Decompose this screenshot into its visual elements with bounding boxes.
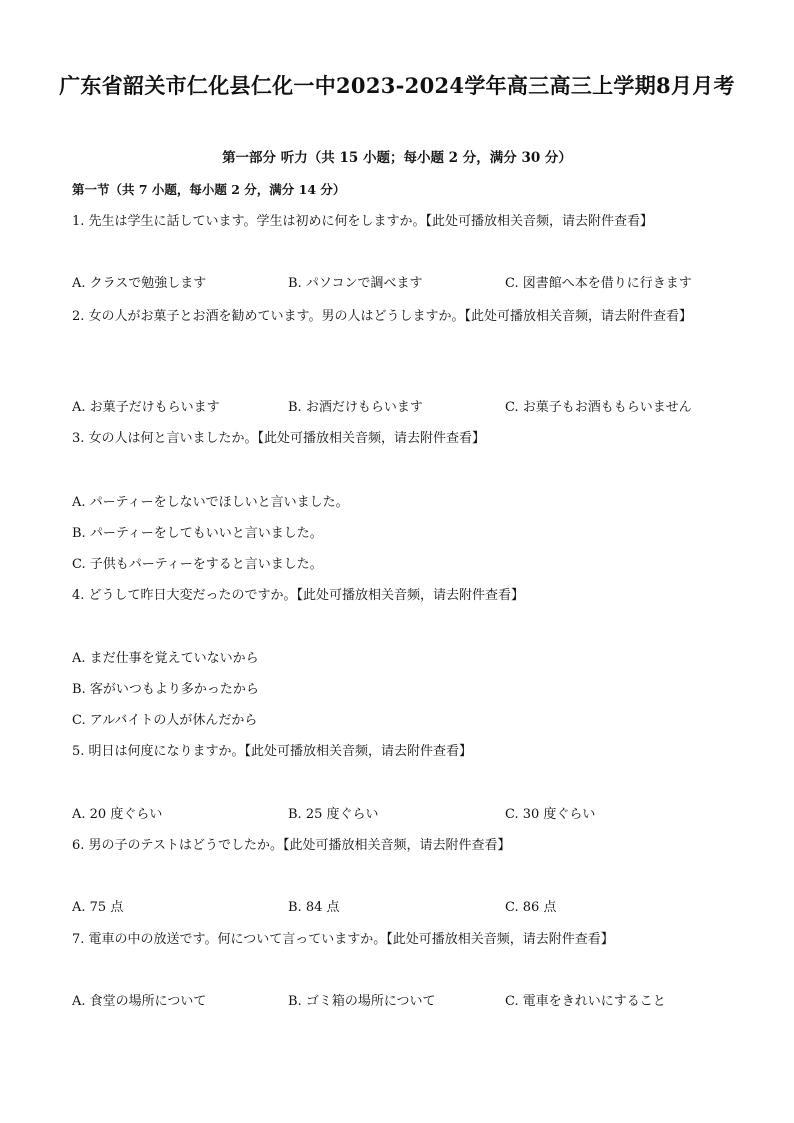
part-heading: 第一部分 听力（共 15 小题；每小题 2 分，满分 30 分） [222, 150, 572, 166]
q2-option-a: A. お菓子だけもらいます [72, 400, 220, 415]
q3-option-b: B. パーティーをしてもいいと言いました。 [72, 526, 323, 541]
question-3: 3. 女の人は何と言いましたか。【此处可播放相关音频，请去附件查看】 [72, 431, 486, 446]
q2-option-b: B. お酒だけもらいます [288, 400, 423, 415]
question-2: 2. 女の人がお菓子とお酒を勧めています。男の人はどうしますか。【此处可播放相关音频，请去附件查看】 [72, 309, 692, 324]
question-6: 6. 男の子のテストはどうでしたか。【此处可播放相关音频，请去附件查看】 [72, 838, 511, 853]
q1-option-b: B. パソコンで調べます [288, 276, 423, 291]
q5-option-a: A. 20 度ぐらい [72, 807, 163, 822]
q3-option-a: A. パーティーをしないでほしいと言いました。 [72, 495, 349, 510]
q2-option-c: C. お菓子もお酒ももらいません [505, 400, 692, 415]
question-7: 7. 電車の中の放送です。何について言っていますか。【此处可播放相关音频，请去附件查看】 [72, 932, 614, 947]
question-4: 4. どうして昨日大変だったのですか。【此处可播放相关音频，请去附件查看】 [72, 588, 525, 603]
page-title: 广东省韶关市仁化县仁化一中2023-2024学年高三高三上学期8月月考 [59, 73, 735, 98]
q6-option-a: A. 75 点 [72, 900, 124, 915]
q1-option-a: A. クラスで勉強します [72, 276, 207, 291]
question-5: 5. 明日は何度になりますか。【此处可播放相关音频，请去附件查看】 [72, 744, 473, 759]
q7-option-a: A. 食堂の場所について [72, 994, 207, 1009]
q5-option-b: B. 25 度ぐらい [288, 807, 379, 822]
q7-option-b: B. ゴミ箱の場所について [288, 994, 436, 1009]
q6-option-c: C. 86 点 [505, 900, 557, 915]
question-1: 1. 先生は学生に話しています。学生は初めに何をしますか。【此处可播放相关音频，请去附件查看】 [72, 214, 653, 229]
q4-option-a: A. まだ仕事を覚えていないから [72, 651, 259, 666]
q1-option-c: C. 図書館へ本を借りに行きます [505, 276, 692, 291]
q3-option-c: C. 子供もパーティーをすると言いました。 [72, 557, 323, 572]
section-heading: 第一节（共 7 小题，每小题 2 分，满分 14 分） [72, 182, 346, 197]
q4-option-c: C. アルバイトの人が休んだから [72, 713, 258, 728]
q5-option-c: C. 30 度ぐらい [505, 807, 596, 822]
q4-option-b: B. 客がいつもより多かったから [72, 682, 259, 697]
q6-option-b: B. 84 点 [288, 900, 340, 915]
q7-option-c: C. 電車をきれいにすること [505, 994, 666, 1009]
